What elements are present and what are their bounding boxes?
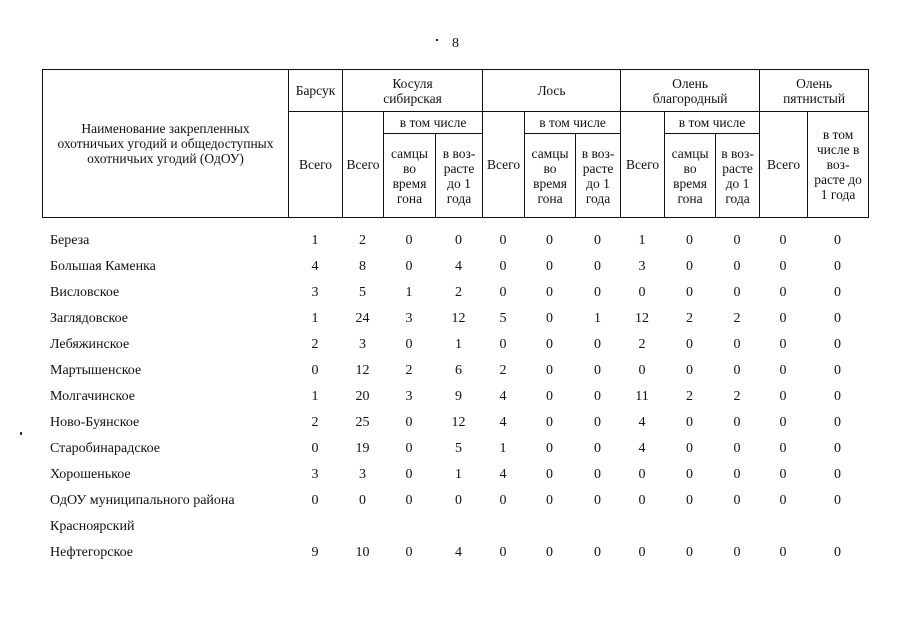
table-header	[42, 69, 869, 218]
table-row	[42, 410, 868, 436]
cell-value: 0	[686, 363, 693, 378]
cell-value: 4	[499, 467, 507, 482]
cell-value	[759, 514, 807, 540]
cell-value: 0	[779, 389, 787, 404]
cell-value: 0	[686, 415, 693, 430]
cell-value: 0	[405, 233, 413, 248]
cell-value	[383, 514, 435, 540]
cell-value: 20	[355, 389, 370, 404]
cell-value: 12	[355, 363, 370, 378]
cell-value: 2	[499, 363, 507, 378]
cell-value: 0	[546, 233, 553, 248]
cell-value: 1	[311, 233, 319, 248]
cell-value: 0	[834, 337, 841, 352]
cell-value: 2	[311, 415, 319, 430]
header-sika-deer: Олень пятнистый	[760, 70, 869, 112]
cell-value: 1	[311, 389, 319, 404]
cell-value: 0	[733, 285, 741, 300]
cell-value: 0	[733, 545, 741, 560]
cell-value: 0	[311, 441, 319, 456]
row-name: Лебяжинское	[50, 337, 130, 352]
cell-value: 0	[733, 441, 741, 456]
table-row	[42, 488, 868, 514]
cell-value: 0	[311, 363, 319, 378]
cell-value: 0	[546, 311, 553, 326]
cell-value: 0	[499, 233, 507, 248]
cell-value: 0	[499, 285, 507, 300]
cell-value	[435, 514, 482, 540]
cell-value: 4	[311, 259, 319, 274]
cell-value: 0	[499, 545, 507, 560]
cell-value: 1	[638, 233, 646, 248]
cell-value: 0	[594, 493, 601, 508]
cell-value: 0	[686, 493, 693, 508]
cell-value: 0	[779, 311, 787, 326]
cell-value: 9	[311, 545, 319, 560]
cell-value: 0	[638, 285, 646, 300]
cell-value: 0	[733, 337, 741, 352]
cell-value: 0	[499, 337, 507, 352]
cell-value: 0	[546, 337, 553, 352]
cell-value: 25	[355, 415, 370, 430]
cell-value: 1	[499, 441, 507, 456]
row-name: Висловское	[50, 285, 120, 300]
cell-value: 0	[594, 441, 601, 456]
cell-value: 0	[834, 493, 841, 508]
row-name: Большая Каменка	[50, 259, 156, 274]
cell-value: 0	[834, 389, 841, 404]
table-row	[42, 384, 868, 410]
cell-value: 3	[405, 311, 413, 326]
cell-value: 0	[594, 337, 601, 352]
row-name: Старобинарадское	[50, 441, 161, 456]
cell-value: 0	[405, 259, 413, 274]
cell-value: 1	[594, 311, 601, 326]
cell-value	[664, 514, 715, 540]
cell-value: 4	[455, 545, 462, 560]
cell-value: 3	[638, 259, 646, 274]
cell-value: 12	[451, 415, 466, 430]
cell-value: 0	[834, 415, 841, 430]
cell-value: 0	[834, 363, 841, 378]
cell-value: 0	[834, 311, 841, 326]
cell-value: 0	[546, 389, 553, 404]
cell-value: 0	[686, 233, 693, 248]
cell-value: 0	[546, 493, 553, 508]
row-name: Молгачинское	[50, 389, 136, 404]
cell-value: 0	[733, 363, 741, 378]
cell-value: 0	[686, 337, 693, 352]
cell-value: 6	[455, 363, 462, 378]
cell-value: 0	[594, 233, 601, 248]
cell-value: 4	[499, 389, 507, 404]
cell-value: 5	[455, 441, 462, 456]
cell-value: 0	[686, 441, 693, 456]
header-young: в воз-расте до 1 года	[576, 134, 621, 218]
cell-value: 0	[594, 389, 601, 404]
header-name: Наименование закрепленных охотничьих угодий и общедоступных охотничьих угодий (ОдОУ)	[43, 70, 289, 218]
cell-value: 0	[733, 415, 741, 430]
cell-value: 0	[594, 363, 601, 378]
cell-value: 4	[638, 415, 646, 430]
cell-value: 0	[779, 363, 787, 378]
cell-value: 0	[546, 441, 553, 456]
row-name: Хорошенькое	[50, 467, 131, 482]
header-young: в воз-расте до 1 года	[716, 134, 760, 218]
header-red-deer: Олень благородный	[621, 70, 760, 112]
cell-value: 0	[546, 363, 553, 378]
table-row	[42, 358, 868, 384]
row-name: Заглядовское	[50, 311, 129, 326]
cell-value: 0	[686, 285, 693, 300]
cell-value	[482, 514, 524, 540]
cell-value: 4	[499, 415, 507, 430]
cell-value	[288, 514, 342, 540]
cell-value: 2	[405, 363, 413, 378]
cell-value: 5	[359, 285, 366, 300]
cell-value: 0	[834, 545, 841, 560]
table-row	[42, 254, 868, 280]
cell-value: 0	[779, 415, 787, 430]
cell-value: 8	[359, 259, 366, 274]
cell-value: 0	[405, 441, 413, 456]
cell-value: 3	[359, 467, 366, 482]
header-including: в том числе	[665, 112, 760, 134]
cell-value: 0	[638, 493, 646, 508]
cell-value: 0	[546, 545, 553, 560]
cell-value	[620, 514, 664, 540]
cell-value: 0	[594, 285, 601, 300]
cell-value: 4	[638, 441, 646, 456]
cell-value	[575, 514, 620, 540]
table-row	[42, 228, 868, 254]
cell-value: 0	[779, 233, 787, 248]
cell-value	[807, 514, 868, 540]
table-row	[42, 436, 868, 462]
header-young: в воз-расте до 1 года	[436, 134, 483, 218]
cell-value: 0	[405, 415, 413, 430]
cell-value: 0	[779, 545, 787, 560]
header-badger: Барсук	[289, 70, 343, 112]
cell-value: 2	[733, 389, 741, 404]
table-row	[42, 462, 868, 488]
cell-value: 0	[638, 363, 646, 378]
cell-value: 0	[499, 493, 507, 508]
header-total: Всего	[289, 112, 343, 218]
cell-value: 0	[546, 415, 553, 430]
header-males-rut: самцы во время гона	[525, 134, 576, 218]
page-number: 8	[452, 36, 459, 51]
cell-value: 0	[779, 467, 787, 482]
cell-value: 0	[405, 545, 413, 560]
table-row	[42, 306, 868, 332]
cell-value: 1	[455, 337, 462, 352]
cell-value: 0	[779, 337, 787, 352]
cell-value: 5	[499, 311, 507, 326]
header-spotted-young: в том числе в воз-расте до 1 года	[808, 112, 869, 218]
data-table	[42, 228, 868, 566]
cell-value: 0	[686, 467, 693, 482]
scan-speck	[20, 432, 22, 435]
header-including: в том числе	[384, 112, 483, 134]
cell-value: 3	[311, 467, 319, 482]
cell-value: 0	[594, 545, 601, 560]
table-row	[42, 514, 868, 540]
scan-speck	[436, 39, 438, 41]
cell-value: 0	[499, 259, 507, 274]
cell-value: 1	[455, 467, 462, 482]
header-roe-deer: Косуля сибирская	[343, 70, 483, 112]
table-row	[42, 540, 868, 566]
header-males-rut: самцы во время гона	[384, 134, 436, 218]
cell-value: 0	[779, 493, 787, 508]
cell-value: 0	[779, 441, 787, 456]
header-total: Всего	[760, 112, 808, 218]
cell-value: 0	[546, 467, 553, 482]
cell-value: 3	[359, 337, 366, 352]
cell-value	[524, 514, 575, 540]
header-total: Всего	[621, 112, 665, 218]
row-name: Ново-Буянское	[50, 415, 140, 430]
row-name: ОдОУ муниципального района	[50, 493, 235, 508]
cell-value: 0	[638, 467, 646, 482]
cell-value: 0	[594, 259, 601, 274]
cell-value: 0	[733, 259, 741, 274]
cell-value: 11	[635, 389, 649, 404]
table-row	[42, 332, 868, 358]
cell-value: 9	[455, 389, 462, 404]
cell-value: 12	[635, 311, 649, 326]
cell-value: 0	[733, 467, 741, 482]
cell-value: 2	[686, 311, 693, 326]
cell-value: 0	[686, 545, 693, 560]
cell-value: 19	[355, 441, 370, 456]
cell-value: 2	[638, 337, 646, 352]
cell-value: 0	[405, 467, 413, 482]
cell-value: 0	[455, 233, 462, 248]
cell-value: 10	[355, 545, 370, 560]
cell-value: 3	[311, 285, 319, 300]
cell-value: 0	[405, 493, 413, 508]
cell-value: 24	[355, 311, 370, 326]
cell-value: 0	[834, 259, 841, 274]
cell-value: 0	[359, 493, 366, 508]
cell-value: 2	[733, 311, 741, 326]
header-males-rut: самцы во время гона	[665, 134, 716, 218]
cell-value: 0	[686, 259, 693, 274]
cell-value: 3	[405, 389, 413, 404]
cell-value: 0	[546, 259, 553, 274]
row-name: Нефтегорское	[50, 545, 133, 560]
cell-value: 0	[594, 467, 601, 482]
cell-value: 0	[834, 285, 841, 300]
header-including: в том числе	[525, 112, 621, 134]
cell-value: 2	[686, 389, 693, 404]
row-name: Красноярский	[50, 519, 135, 534]
cell-value: 0	[638, 545, 646, 560]
cell-value: 0	[779, 259, 787, 274]
cell-value: 0	[834, 233, 841, 248]
cell-value: 2	[455, 285, 462, 300]
cell-value: 2	[359, 233, 366, 248]
cell-value: 0	[455, 493, 462, 508]
cell-value: 0	[834, 441, 841, 456]
cell-value: 2	[311, 337, 319, 352]
header-total: Всего	[483, 112, 525, 218]
cell-value: 0	[779, 285, 787, 300]
cell-value: 0	[733, 233, 741, 248]
header-elk: Лось	[483, 70, 621, 112]
cell-value: 0	[405, 337, 413, 352]
header-total: Всего	[343, 112, 384, 218]
cell-value	[715, 514, 759, 540]
cell-value: 0	[546, 285, 553, 300]
cell-value: 1	[405, 285, 413, 300]
cell-value	[342, 514, 383, 540]
cell-value: 1	[311, 311, 319, 326]
cell-value: 4	[455, 259, 462, 274]
cell-value: 0	[834, 467, 841, 482]
row-name: Береза	[50, 233, 90, 248]
table-row	[42, 280, 868, 306]
cell-value: 0	[311, 493, 319, 508]
row-name: Мартышенское	[50, 363, 142, 378]
cell-value: 12	[451, 311, 466, 326]
cell-value: 0	[594, 415, 601, 430]
cell-value: 0	[733, 493, 741, 508]
